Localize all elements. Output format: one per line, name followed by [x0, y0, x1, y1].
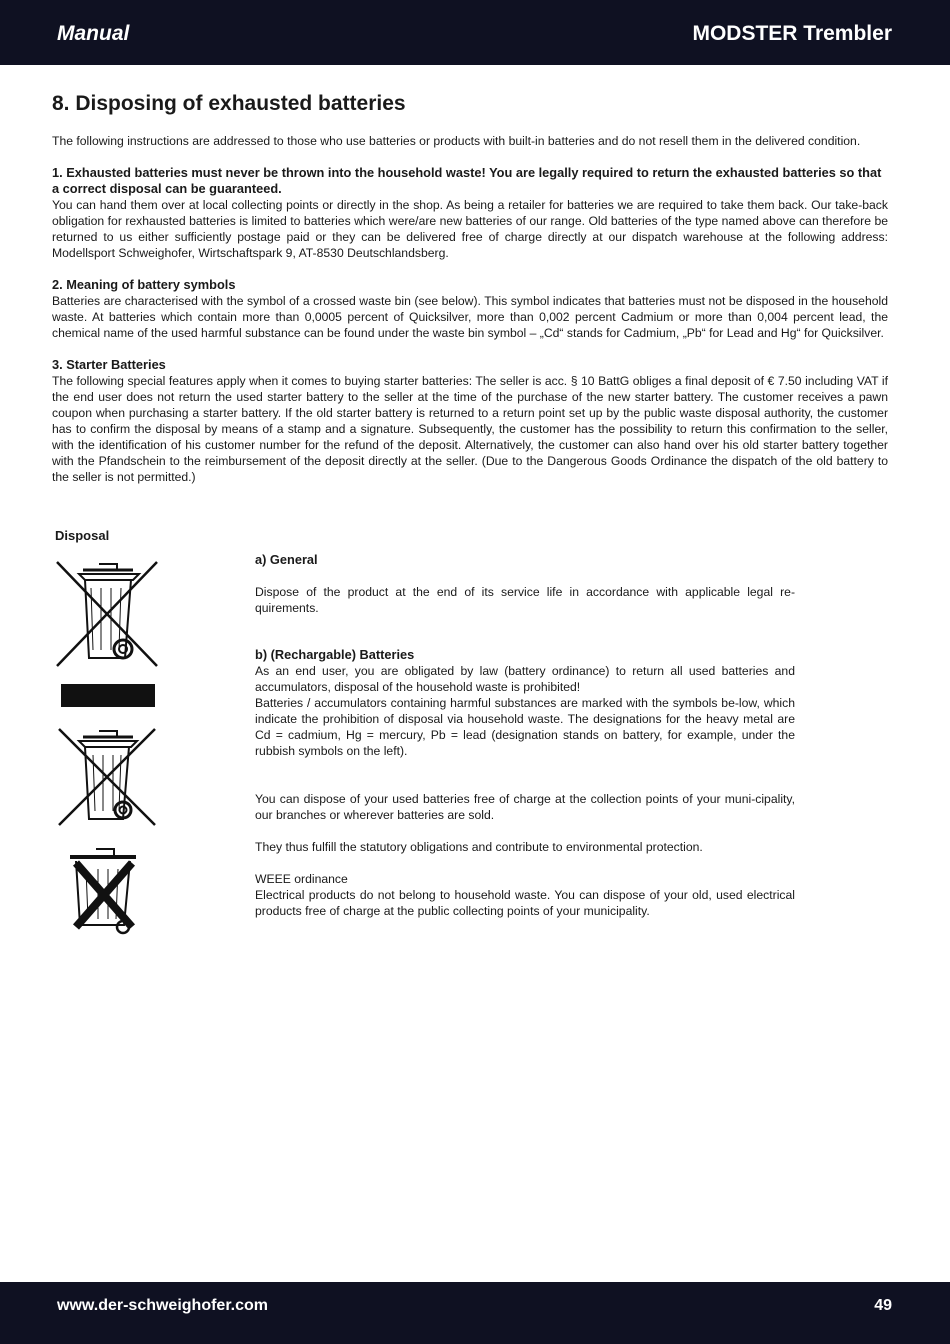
section-1-text: You can hand them over at local collecting points or directly in the shop. As being a retailer for batteries we are required to take them back. Our take-back obligation for rexhausted batteries is limited to batteries which were/are new batteries of our range. Old batteries of the type named above can therefore be returned to us either sufficiently postage paid or they can be delivered free of charge directly at our dispatch warehouse at the following address: Modellsport Schweighofer, Wirtschaftspark 9, AT-8530 Deutschlandsberg.: [52, 198, 888, 260]
general-title: a) General: [255, 552, 318, 567]
page-footer: [0, 1282, 950, 1344]
disposal-details: [255, 552, 795, 919]
footer-url: www.der-schweighofer.com: [57, 1297, 269, 1314]
intro-paragraph: The following instructions are addressed to those who use batteries or products with built-in batteries and do not resell them in the delivered condition.: [52, 134, 861, 148]
disposal-heading: Disposal: [55, 528, 110, 543]
header-product-name: MODSTER Trembler: [692, 22, 892, 45]
crossed-bin-icon: [57, 727, 157, 827]
page-number: 49: [874, 1297, 892, 1314]
crossed-bin-icon: [55, 560, 160, 668]
section-3: [52, 357, 888, 485]
collection-text: You can dispose of your used batteries free of charge at the collection points of your muni-cipality, our branches or wherever batteries are sold.: [255, 792, 795, 822]
batteries-text-2: Batteries / accumulators containing harmful substances are marked with the symbols be-low, which indicate the prohibition of disposal via household waste. The designations for the heavy metal are Cd = cadmium, Hg = mercury, Pb = lead (designation stands on battery, for example, under the rubbish symbols on the left).: [255, 696, 795, 758]
page-header: [0, 0, 950, 65]
page-title: 8. Disposing of exhausted batteries: [52, 92, 406, 115]
batteries-title: b) (Rechargable) Batteries: [255, 647, 415, 662]
section-3-text: The following special features apply when it comes to buying starter batteries: The seller is acc. § 10 BattG obliges a final deposit of € 7.50 including VAT if the end user does not return the used starter battery to the seller at the time of the purchase of the new starter battery. The customer receives a pawn coupon when purchasing a starter battery. If the old starter battery is returned to a return point set up by the public waste disposal authority, the customer has to confirm the disposal by means of a stamp and a signature. Subsequently, the customer has the possibility to return this confirmation to the seller, with the identification of his customer number for the refund of the deposit. Alternatively, the customer can also hand over his old starter battery together with the Pfandschein to the reimbursement of the deposit directly at the seller. (Due to the Dangerous Goods Ordinance the dispatch of the old battery to the seller is not permitted.): [52, 374, 888, 484]
statutory-text: They thus fulfill the statutory obligations and contribute to environmental protection.: [255, 840, 703, 854]
header-manual-label: Manual: [57, 22, 130, 45]
weee-text: Electrical products do not belong to household waste. You can dispose of your old, used electrical products free of charge at the public collecting points of your municipality.: [255, 888, 795, 918]
section-3-title: 3. Starter Batteries: [52, 357, 166, 372]
section-2: [52, 277, 888, 341]
section-2-text: Batteries are characterised with the symbol of a crossed waste bin (see below). This symbol indicates that batteries must not be disposed in the household waste. At batteries which contain more than 0,0005 percent of Quicksilver, more than 0,002 percent Cadmium or more than 0,004 percent lead, the chemical name of the used harmful substance can be found under the waste bin symbol – „Cd“ stands for Cadmium, „Pb“ for Lead and Hg“ for Quicksilver.: [52, 294, 888, 340]
section-2-title: 2. Meaning of battery symbols: [52, 277, 236, 292]
section-1-title: 1. Exhausted batteries must never be thrown into the household waste! You are legally required to return the exhausted batteries so that a correct disposal can be guaranteed.: [52, 165, 882, 196]
crossed-bin-bold-icon: [66, 843, 146, 937]
general-text: Dispose of the product at the end of its service life in accordance with applicable legal re-quirements.: [255, 585, 795, 615]
batteries-text-1: As an end user, you are obligated by law (battery ordinance) to return all used batteries and accumulators, disposal of the household waste is prohibited!: [255, 664, 795, 694]
main-content: [52, 92, 888, 485]
weee-title: WEEE ordinance: [255, 872, 348, 886]
section-1: [52, 165, 888, 261]
black-bar: [61, 684, 155, 707]
